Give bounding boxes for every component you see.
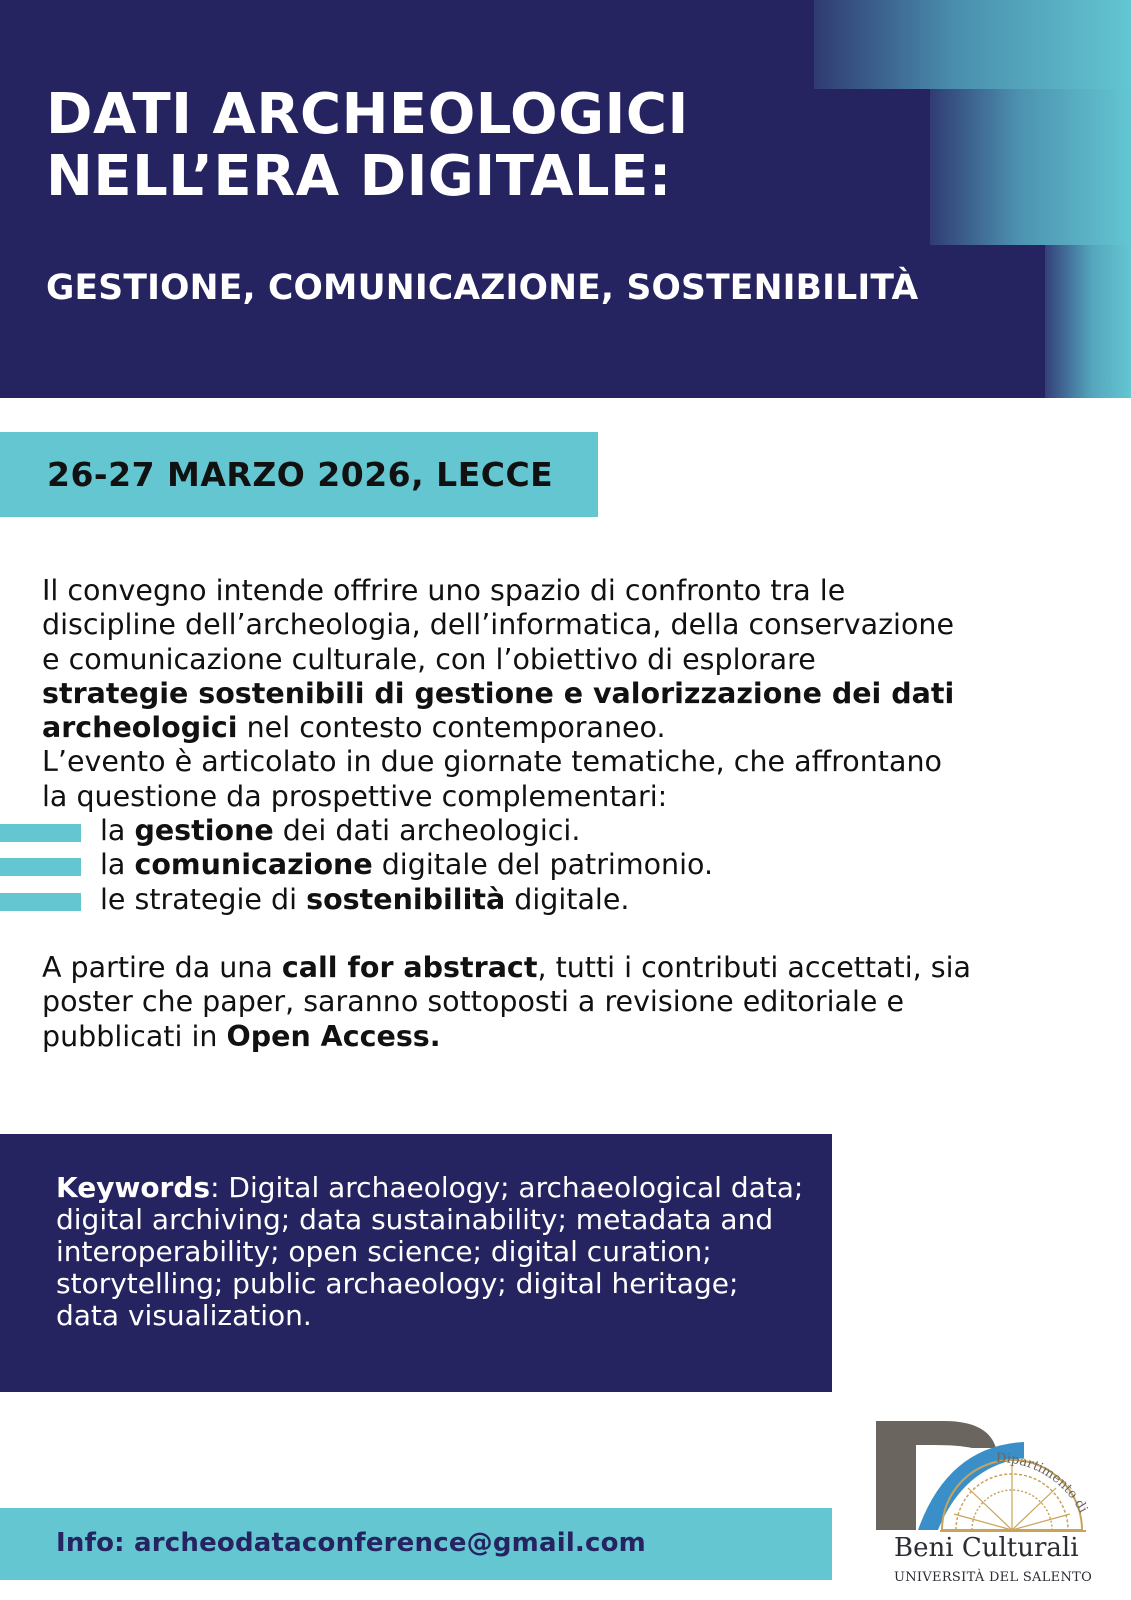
call-text: pubblicati in — [42, 1019, 227, 1053]
logo-emblem-icon — [876, 1418, 1111, 1536]
call-bold: call for abstract — [281, 950, 538, 984]
intro-line: Il convegno intende offrire uno spazio di confronto tra le — [42, 574, 846, 607]
page-title — [46, 84, 689, 208]
theme-text: dei dati archeologici. — [273, 814, 581, 848]
intro-line: la questione da prospettive complementari: — [42, 779, 668, 813]
intro-bold-text: archeologici — [42, 711, 238, 745]
logo-d-bow — [876, 1421, 996, 1448]
intro-line: e comunicazione culturale, con l’obiettivo di esplorare — [42, 642, 816, 676]
theme-bold: gestione — [134, 814, 274, 848]
theme-item — [42, 883, 1102, 917]
theme-text: digitale del patrimonio. — [372, 848, 714, 882]
title-line-2: NELL’ERA DIGITALE: — [46, 144, 672, 209]
intro-text: nel contesto contemporaneo. — [237, 711, 666, 745]
intro-line: L’evento è articolato in due giornate tematiche, che affrontano — [42, 745, 942, 779]
bullet-bar — [0, 893, 81, 911]
theme-list — [42, 814, 1102, 917]
intro-line — [42, 677, 1102, 711]
header-banner — [0, 0, 1131, 398]
call-line: poster che paper, saranno sottoposti a revisione editoriale e — [42, 985, 905, 1019]
page-subtitle: GESTIONE, COMUNICAZIONE, SOSTENIBILITÀ — [46, 268, 919, 308]
call-line — [42, 951, 1102, 985]
theme-text: le strategie di — [100, 882, 307, 916]
call-line — [42, 1020, 1102, 1054]
logo-arc-text: Dipartimento di — [995, 1450, 1091, 1516]
department-logo — [876, 1418, 1111, 1596]
gradient-block-top — [814, 0, 1131, 89]
gradient-block-middle — [930, 89, 1131, 245]
info-email[interactable]: Info: archeodataconference@gmail.com — [56, 1528, 646, 1558]
theme-item — [42, 814, 1102, 848]
call-bold: Open Access. — [226, 1019, 441, 1053]
keywords-label: Keywords — [56, 1171, 211, 1204]
keywords-text — [56, 1172, 806, 1332]
bullet-bar — [0, 824, 81, 842]
intro-bold-text: strategie sostenibili di gestione e valorizzazione dei dati — [42, 676, 955, 710]
call-text: , tutti i contributi accettati, sia — [537, 950, 971, 984]
theme-text: la — [100, 814, 135, 848]
paragraph-spacer — [42, 917, 1102, 951]
theme-text: digitale. — [505, 882, 630, 916]
logo-department-name: Beni Culturali — [894, 1533, 1079, 1563]
title-line-1: DATI ARCHEOLOGICI — [46, 82, 689, 147]
theme-bold: comunicazione — [134, 848, 373, 882]
intro-line: discipline dell’archeologia, dell’informatica, della conservazione — [42, 608, 955, 642]
theme-item — [42, 848, 1102, 882]
keywords-list: : Digital archaeology; archaeological data; digital archiving; data sustainability; metadata and interoperability; open science; digital curation; storytelling; public archaeology; digital heritage; data visualization. — [56, 1171, 804, 1332]
intro-line — [42, 711, 1102, 745]
description — [42, 574, 1102, 1054]
call-text: A partire da una — [42, 950, 282, 984]
gradient-block-bottom — [1045, 245, 1131, 398]
logo-university-name: UNIVERSITÀ DEL SALENTO — [894, 1570, 1093, 1585]
theme-bold: sostenibilità — [306, 882, 506, 916]
bullet-bar — [0, 858, 81, 876]
theme-text: la — [100, 848, 135, 882]
event-date-place: 26-27 MARZO 2026, LECCE — [47, 455, 554, 494]
